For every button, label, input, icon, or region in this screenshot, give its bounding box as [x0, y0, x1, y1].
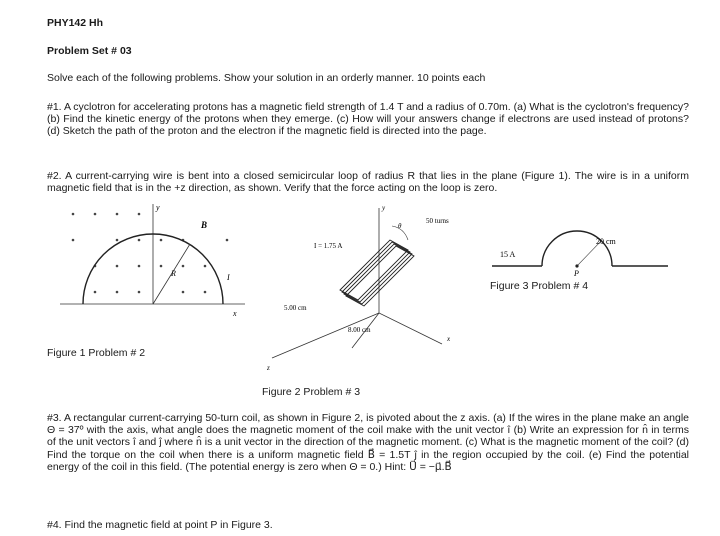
figure-3-caption: Figure 3 Problem # 4 [490, 280, 589, 292]
fig2-z-axis [272, 313, 379, 358]
fig1-r-label: R [171, 269, 176, 278]
fig2-y-label: y [382, 204, 386, 212]
course-title: PHY142 Hh [47, 17, 104, 29]
figure-2 [262, 198, 462, 388]
fig3-point-label: P [574, 269, 579, 278]
problem-2: #2. A current-carrying wire is bent into a closed semicircular loop of radius R that lies in the plane (Figure 1). The wire is in a uniform magnetic field that is in the +z direction, as shown. Verify that the force acting on the loop is zero. [47, 170, 689, 195]
problem-set-title: Problem Set # 03 [47, 45, 132, 57]
problem-3: #3. A rectangular current-carrying 50-turn coil, as shown in Figure 2, is pivoted about the z axis. (a) If the wires in the plane make an angle Θ = 37º with the axis, what angle does the magnetic moment of the coil make with the unit vector î (b) Write an expression for n̂ in terms of the unit vectors î and ĵ where n̂ is a unit vector in the direction of the magnetic moment. (c) What is the magnetic moment of the coil? (d) Find the torque on the coil when there is a uniform magnetic field B⃗ = 1.5T ĵ in the region occupied by the coil. (e) Find the potential energy of the coil in this field. (The potential energy is zero when Θ = 0.) Hint: U⃗ = −μ⃗.B⃗ [47, 412, 689, 473]
fig2-side1-label: 5.00 cm [284, 304, 307, 312]
figure-3 [490, 222, 690, 284]
fig2-side2-label: 8.00 cm [348, 326, 371, 334]
instructions: Solve each of the following problems. Show your solution in an orderly manner. 10 points each [47, 72, 486, 84]
fig1-i-label: I [227, 273, 230, 282]
fig2-z-label: z [267, 364, 270, 372]
fig3-radius-label: 20 cm [596, 237, 616, 246]
point-p [575, 264, 578, 267]
fig1-x-label: x [233, 309, 237, 318]
fig1-b-label: B⃗ [201, 220, 215, 230]
fig2-x-axis [379, 313, 442, 344]
fig2-current-label: I = 1.75 A [314, 242, 343, 250]
fig2-theta-label: θ [398, 222, 402, 230]
figure-1 [55, 196, 255, 326]
fig3-current-label: 15 A [500, 250, 516, 259]
fig1-y-label: y [156, 203, 160, 212]
problem-4: #4. Find the magnetic field at point P in Figure 3. [47, 519, 273, 531]
figure-1-caption: Figure 1 Problem # 2 [47, 347, 146, 359]
fig2-turns-label: 50 turns [426, 217, 449, 225]
problem-1: #1. A cyclotron for accelerating protons has a magnetic field strength of 1.4 T and a radius of 0.70m. (a) What is the cyclotron's frequency? (b) Find the kinetic energy of the protons when they emerge. (c) How will your answers change if electrons are used instead of protons? (d) Sketch the path of the proton and the electron if the magnetic field is directed into the page. [47, 101, 689, 138]
coil [340, 240, 414, 306]
figure-2-caption: Figure 2 Problem # 3 [262, 386, 361, 398]
fig2-x-label: x [447, 335, 451, 343]
